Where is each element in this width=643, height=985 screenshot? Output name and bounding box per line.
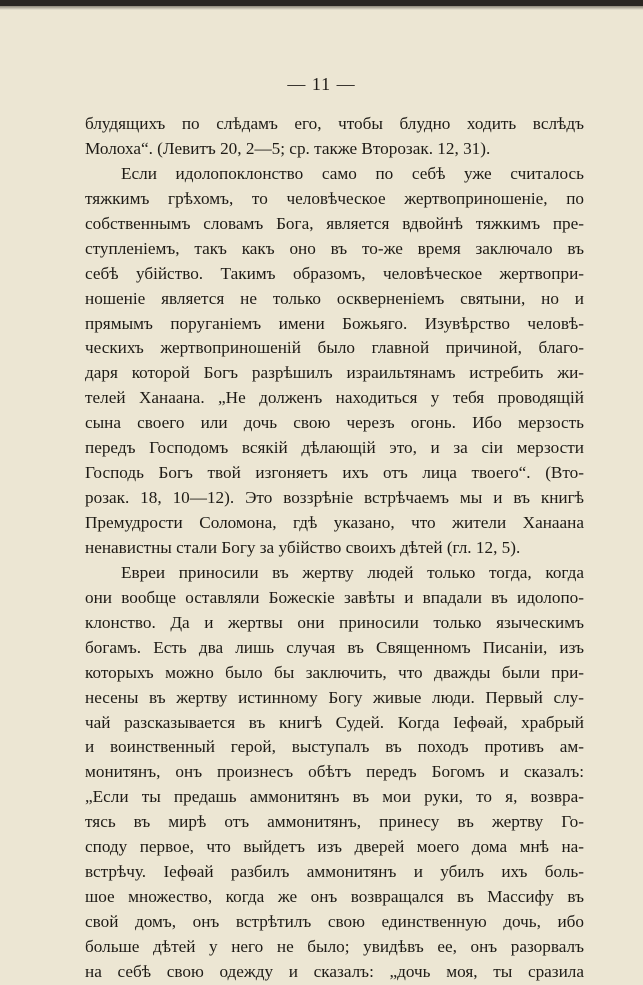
- text-line: Господь Богъ твой изгоняетъ ихъ отъ лица твоего“. (Вто-: [85, 463, 584, 483]
- text-line: Молоха“. (Левитъ 20, 2—5; ср. также Второзак. 12, 31).: [85, 138, 491, 158]
- text-line: телей Ханаана. „Не долженъ находиться у тебя проводящій: [85, 388, 584, 408]
- text-line: сына своего или дочь свою черезъ огонь. Ибо мерзость: [85, 413, 584, 433]
- text-line: и воинственный герой, выступалъ въ походъ противъ ам-: [85, 737, 584, 757]
- text-line: тяжкимъ грѣхомъ, то человѣческое жертвоприношеніе, по: [85, 188, 584, 208]
- text-line: свой домъ, онъ встрѣтилъ свою единственную дочь, ибо: [85, 912, 584, 931]
- text-line: тясь въ мирѣ отъ аммонитянъ, принесу въ жертву Го-: [85, 812, 584, 832]
- text-line: даря которой Богъ разрѣшилъ израильтянамъ истребить жи-: [85, 363, 584, 383]
- text-line: монитянъ, онъ произнесъ обѣтъ передъ Богомъ и сказалъ:: [85, 762, 584, 782]
- text-line: ступленіемъ, такъ какъ оно въ то-же время заключало въ: [85, 238, 584, 258]
- text-line: передъ Господомъ всякій дѣлающій это, и за сіи мерзости: [85, 438, 584, 458]
- text-line: „Если ты предашь аммонитянъ въ мои руки, то я, возвра-: [85, 787, 584, 807]
- text-line: на себѣ свою одежду и сказалъ: „дочь моя, ты сразила: [85, 961, 584, 981]
- text-line: несены въ жертву истинному Богу живые люди. Первый слу-: [85, 687, 584, 707]
- text-line: прямымъ поруганіемъ имени Божьяго. Изувѣрство человѣ-: [85, 313, 584, 333]
- text-line: ношеніе является не только оскверненіемъ святыни, но и: [85, 288, 584, 308]
- text-line: собственнымъ словамъ Бога, является вдвойнѣ тяжкимъ пре-: [85, 213, 584, 233]
- text-line: блудящихъ по слѣдамъ его, чтобы блудно ходить вслѣдъ: [85, 114, 584, 133]
- text-line: Премудрости Соломона, гдѣ указано, что жители Ханаана: [85, 513, 584, 532]
- text-line: богамъ. Есть два лишь случая въ Священномъ Писаніи, изъ: [85, 637, 584, 657]
- text-line: встрѣчу. Іефѳай разбилъ аммонитянъ и убилъ ихъ боль-: [85, 862, 584, 882]
- body-text: [85, 112, 584, 985]
- text-line: клонство. Да и жертвы они приносили только языческимъ: [85, 612, 584, 632]
- text-line: себѣ убійство. Такимъ образомъ, человѣческое жертвопри-: [85, 263, 584, 283]
- text-line: ческихъ жертвоприношеній было главной причиной, благо-: [85, 338, 584, 358]
- text-line: они вообще оставляли Божескіе завѣты и впадали въ идолопо-: [85, 587, 584, 607]
- text-line: розак. 18, 10—12). Это воззрѣніе встрѣчаемъ мы и въ книгѣ: [85, 488, 584, 508]
- text-line: Если идолопоклонство само по себѣ уже считалось: [121, 163, 584, 183]
- text-line: чай разсказывается въ книгѣ Судей. Когда Іефѳай, храбрый: [85, 712, 584, 732]
- text-line: которыхъ можно было бы заключить, что дважды были при-: [85, 662, 584, 682]
- page-top-shadow: [0, 6, 643, 10]
- page-number: — 11 —: [287, 74, 356, 94]
- text-line: Евреи приносили въ жертву людей только тогда, когда: [121, 562, 584, 582]
- text-line: ненавистны стали Богу за убійство своихъ дѣтей (гл. 12, 5).: [85, 537, 521, 557]
- text-line: шое множество, когда же онъ возвращался въ Массифу въ: [85, 887, 584, 907]
- text-line: больше дѣтей у него не было; увидѣвъ ее, онъ разорвалъ: [85, 936, 584, 956]
- text-line: споду первое, что выйдетъ изъ дверей моего дома мнѣ на-: [85, 837, 584, 857]
